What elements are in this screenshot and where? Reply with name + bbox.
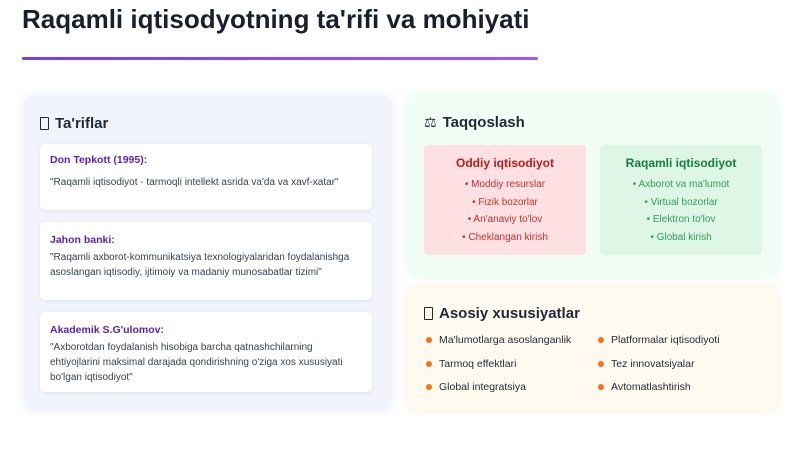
definition-text: "Raqamli iqtisodiyot - tarmoqli intellekt asrida va'da va xavf-xatar" bbox=[50, 177, 339, 188]
feature-label: Avtomatlashtirish bbox=[611, 381, 691, 393]
definitions-heading-label: Ta'riflar bbox=[55, 115, 109, 132]
bullet-dot-icon bbox=[426, 361, 432, 367]
definition-card-tepkott bbox=[40, 144, 372, 210]
feature-label: Platformalar iqtisodiyoti bbox=[611, 334, 720, 346]
title-underline bbox=[22, 57, 538, 60]
features-heading bbox=[424, 305, 580, 322]
feature-item bbox=[426, 358, 516, 370]
bullet-dot-icon bbox=[598, 361, 604, 367]
ordinary-item: • Moddiy resurslar bbox=[464, 179, 546, 190]
bullet-dot-icon bbox=[598, 384, 604, 390]
definition-card-world-bank bbox=[40, 222, 372, 300]
document-icon bbox=[40, 117, 49, 130]
feature-item bbox=[598, 381, 691, 393]
digital-item: • Virtual bozorlar bbox=[644, 196, 718, 208]
ordinary-item: • An'anaviy to'lov bbox=[467, 214, 543, 225]
comparison-heading-label: Taqqoslash bbox=[442, 114, 525, 131]
bullet-dot-icon bbox=[426, 337, 432, 343]
features-heading-label: Asosiy xususiyatlar bbox=[439, 305, 580, 322]
digital-economy-box bbox=[600, 145, 762, 255]
digital-item: • Global kirish bbox=[650, 231, 712, 243]
bullet-dot-icon bbox=[598, 337, 604, 343]
feature-label: Tarmoq effektlari bbox=[439, 358, 517, 370]
feature-item bbox=[426, 334, 571, 346]
feature-item bbox=[426, 381, 526, 393]
ordinary-item: • Fizik bozorlar bbox=[472, 196, 538, 208]
feature-item bbox=[598, 334, 720, 346]
digital-item: • Elektron to'lov bbox=[646, 214, 716, 225]
document-icon bbox=[424, 307, 433, 320]
ordinary-economy-title: Oddiy iqtisodiyot bbox=[456, 156, 554, 170]
ordinary-item: • Cheklangan kirish bbox=[462, 231, 548, 243]
feature-label: Ma'lumotlarga asoslanganlik bbox=[439, 334, 572, 346]
definition-source: Jahon banki: bbox=[50, 234, 115, 246]
comparison-heading bbox=[424, 114, 525, 131]
definition-text: "Axborotdan foydalanish hisobiga barcha qatnashchilarning ehtiyojlarini maksimal darajada qondirishning o'ziga xos xususiyati bo'lgan iqtisodiyot" bbox=[50, 342, 343, 383]
feature-label: Global integratsiya bbox=[439, 381, 526, 393]
features-panel bbox=[408, 288, 778, 410]
bullet-dot-icon bbox=[426, 384, 432, 390]
comparison-panel bbox=[408, 96, 778, 276]
definition-card-gulomov bbox=[40, 312, 372, 392]
definition-text: "Raqamli axborot-kommunikatsiya texnologiyalaridan foydalanishga asoslangan iqtisodiy, ijtimoiy va madaniy munosabatlar tizimi" bbox=[50, 252, 350, 278]
feature-label: Tez innovatsiyalar bbox=[611, 358, 695, 370]
definitions-heading bbox=[40, 115, 108, 132]
digital-economy-title: Raqamli iqtisodiyot bbox=[625, 156, 737, 170]
definition-source: Don Tepkott (1995): bbox=[50, 154, 148, 166]
feature-item bbox=[598, 358, 694, 370]
ordinary-economy-box bbox=[424, 145, 586, 255]
scale-icon: ⚖ bbox=[424, 114, 437, 131]
definition-source: Akademik S.G'ulomov: bbox=[50, 324, 164, 336]
definitions-panel bbox=[24, 96, 392, 410]
digital-item: • Axborot va ma'lumot bbox=[632, 179, 730, 190]
page-title: Raqamli iqtisodyotning ta'rifi va mohiyati bbox=[22, 4, 530, 34]
